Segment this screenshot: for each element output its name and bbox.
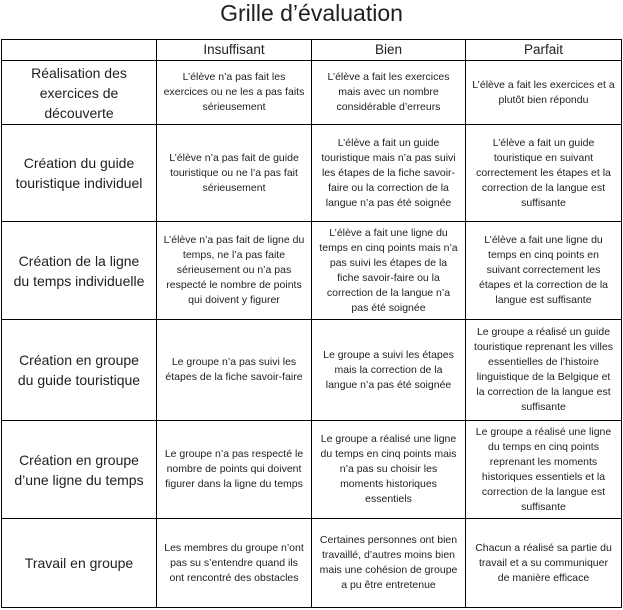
header-corner bbox=[2, 40, 157, 61]
rating-bien: L’élève a fait les exercices mais avec un nombre considérable d’erreurs bbox=[312, 61, 466, 125]
table-row bbox=[2, 519, 622, 608]
table-row bbox=[2, 221, 622, 320]
rating-insuffisant: Les membres du groupe n’ont pas su s’entendre quand ils ont rencontré des obstacles bbox=[157, 519, 312, 608]
rating-bien: Certaines personnes ont bien travaillé, d’autres moins bien mais une cohésion de groupe a pu être entretenue bbox=[312, 519, 466, 608]
rating-parfait: Le groupe a réalisé une ligne du temps en cinq points reprenant les moments historiques essentiels et la correction de la langue est suffisante bbox=[466, 420, 622, 519]
evaluation-grid bbox=[1, 39, 622, 608]
rating-insuffisant: Le groupe n’a pas respecté le nombre de points qui doivent figurer dans la ligne du temps bbox=[157, 420, 312, 519]
table-row bbox=[2, 420, 622, 519]
rating-bien: Le groupe a réalisé une ligne du temps en cinq points mais n’a pas su choisir les moments historiques essentiels bbox=[312, 420, 466, 519]
rating-bien: L’élève a fait un guide touristique mais n’a pas suivi les étapes de la fiche savoir-faire ou la correction de la langue n’a pas été soignée bbox=[312, 125, 466, 222]
page-title: Grille d’évaluation bbox=[220, 0, 403, 26]
header-row bbox=[2, 40, 622, 61]
rating-parfait: Chacun a réalisé sa partie du travail et a su communiquer de manière efficace bbox=[466, 519, 622, 608]
table-row bbox=[2, 61, 622, 125]
criterion-label: Création en groupe du guide touristique bbox=[2, 320, 157, 421]
rating-insuffisant: L’élève n’a pas fait les exercices ou ne les a pas faits sérieusement bbox=[157, 61, 312, 125]
rating-insuffisant: L’élève n’a pas fait de ligne du temps, ne l’a pas faite sérieusement ou n’a pas respecté le nombre de points qui doivent y figurer bbox=[157, 221, 312, 320]
header-bien: Bien bbox=[312, 40, 466, 61]
rating-parfait: Le groupe a réalisé un guide touristique reprenant les villes essentielles de l’histoire linguistique de la Belgique et la correction de la langue est suffisante bbox=[466, 320, 622, 421]
criterion-label: Création de la ligne du temps individuelle bbox=[2, 221, 157, 320]
rating-bien: L’élève a fait une ligne du temps en cinq points mais n’a pas suivi les étapes de la fiche savoir-faire ou la correction de la langue n’a pas été soignée bbox=[312, 221, 466, 320]
table-row bbox=[2, 125, 622, 222]
rating-insuffisant: Le groupe n’a pas suivi les étapes de la fiche savoir-faire bbox=[157, 320, 312, 421]
table-row bbox=[2, 320, 622, 421]
rating-parfait: L’élève a fait une ligne du temps en cinq points en suivant correctement les étapes et la correction de la langue est suffisante bbox=[466, 221, 622, 320]
header-insuffisant: Insuffisant bbox=[157, 40, 312, 61]
criterion-label: Réalisation des exercices de découverte bbox=[2, 61, 157, 125]
rating-insuffisant: L’élève n’a pas fait de guide touristique ou ne l’a pas fait sérieusement bbox=[157, 125, 312, 222]
header-parfait: Parfait bbox=[466, 40, 622, 61]
rating-parfait: L’élève a fait les exercices et a plutôt bien répondu bbox=[466, 61, 622, 125]
criterion-label: Travail en groupe bbox=[2, 519, 157, 608]
criterion-label: Création du guide touristique individuel bbox=[2, 125, 157, 222]
rating-parfait: L’élève a fait un guide touristique en suivant correctement les étapes et la correction de la langue est suffisante bbox=[466, 125, 622, 222]
rating-bien: Le groupe a suivi les étapes mais la correction de la langue n’a pas été soignée bbox=[312, 320, 466, 421]
criterion-label: Création en groupe d’une ligne du temps bbox=[2, 420, 157, 519]
